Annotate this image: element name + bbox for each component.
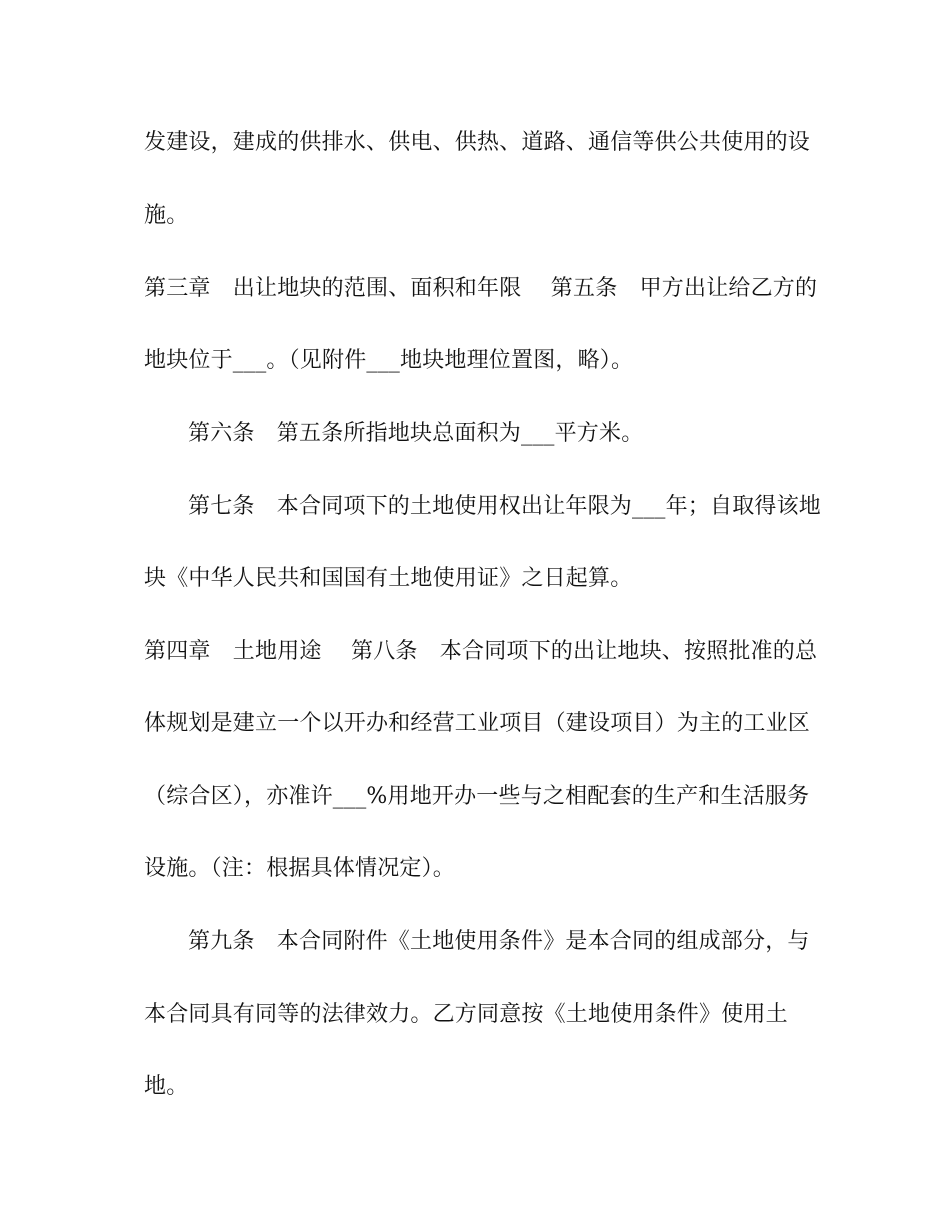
text-line: 地。	[144, 1074, 189, 1099]
text-line: 施。	[144, 203, 189, 228]
text-line: 发建设，建成的供排水、供电、供热、道路、通信等供公共使用的设	[144, 130, 811, 155]
text-line: 体规划是建立一个以开办和经营工业项目（建设项目）为主的工业区	[144, 711, 811, 736]
text-line: 本合同具有同等的法律效力。乙方同意按《土地使用条件》使用土	[144, 1002, 788, 1027]
text-line: 设施。（注：根据具体情况定）。	[144, 856, 456, 881]
text-line: 第九条 本合同附件《土地使用条件》是本合同的组成部分，与	[188, 929, 810, 954]
text-line: 第四章 土地用途 第八条 本合同项下的出让地块、按照批准的总	[144, 639, 818, 664]
text-line: 第六条 第五条所指地块总面积为___平方米。	[188, 421, 644, 446]
text-line: 第七条 本合同项下的土地使用权出让年限为___年；自取得该地	[188, 494, 822, 519]
text-line: 第三章 出让地块的范围、面积和年限 第五条 甲方出让给乙方的	[144, 276, 818, 301]
text-line: 地块位于___。（见附件___地块地理位置图，略）。	[144, 348, 634, 373]
text-line: （综合区），亦准许___%用地开办一些与之相配套的生产和生活服务	[144, 784, 810, 809]
text-line: 块《中华人民共和国国有土地使用证》之日起算。	[144, 566, 633, 591]
